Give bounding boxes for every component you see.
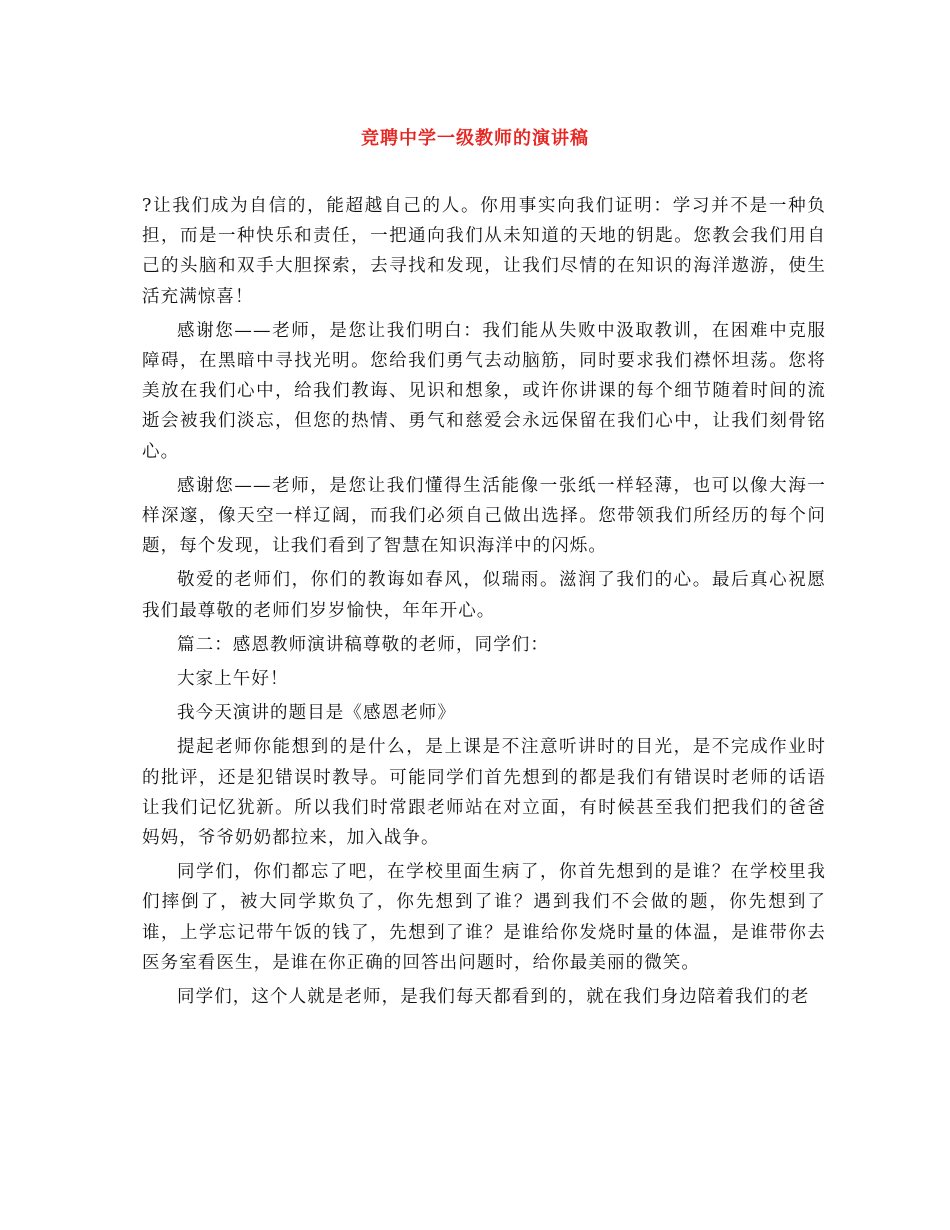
- paragraph: 提起老师你能想到的是什么，是上课是不注意听讲时的目光，是不完成作业时的批评，还是犯错误时教导。可能同学们首先想到的都是我们有错误时老师的话语让我们记忆犹新。所以我们时常跟老师站在对立面，有时候甚至我们把我们的爸爸妈妈，爷爷奶奶都拉来，加入战争。: [142, 737, 826, 849]
- document-body: [142, 191, 826, 1016]
- paragraph: 我今天演讲的题目是《感恩老师》: [177, 703, 456, 724]
- document-title: 竞聘中学一级教师的演讲稿: [361, 128, 589, 149]
- paragraph: 敬爱的老师们，你们的教诲如春风，似瑞雨。滋润了我们的心。最后真心祝愿我们最尊敬的老师们岁岁愉快，年年开心。: [142, 570, 826, 621]
- paragraph: 感谢您——老师，是您让我们明白：我们能从失败中汲取教训，在困难中克服障碍，在黑暗中寻找光明。您给我们勇气去动脑筋，同时要求我们襟怀坦荡。您将美放在我们心中，给我们教诲、见识和想象，或许你讲课的每个细节随着时间的流逝会被我们淡忘，但您的热情、勇气和慈爱会永远保留在我们心中，让我们刻骨铭心。: [142, 320, 826, 462]
- paragraph: 大家上午好！: [177, 669, 289, 690]
- paragraph: 同学们，这个人就是老师，是我们每天都看到的，就在我们身边陪着我们的老: [177, 987, 810, 1008]
- paragraph: 感谢您——老师，是您让我们懂得生活能像一张纸一样轻薄，也可以像大海一样深邃，像天空一样辽阔，而我们必须自己做出选择。您带领我们所经历的每个问题，每个发现，让我们看到了智慧在知识海洋中的闪烁。: [142, 475, 826, 557]
- paragraph: 篇二：感恩教师演讲稿尊敬的老师，同学们：: [177, 634, 549, 655]
- paragraph: ?让我们成为自信的，能超越自己的人。你用事实向我们证明：学习并不是一种负担，而是一种快乐和责任，一把通向我们从未知道的天地的钥匙。您教会我们用自己的头脑和双手大胆探索，去寻找和发现，让我们尽情的在知识的海洋遨游，使生活充满惊喜！: [142, 196, 826, 307]
- paragraph: 同学们，你们都忘了吧，在学校里面生病了，你首先想到的是谁？在学校里我们摔倒了，被大同学欺负了，你先想到了谁？遇到我们不会做的题，你先想到了谁，上学忘记带午饭的钱了，先想到了谁？是谁给你发烧时量的体温，是谁带你去医务室看医生，是谁在你正确的回答出问题时，给你最美丽的微笑。: [142, 862, 826, 973]
